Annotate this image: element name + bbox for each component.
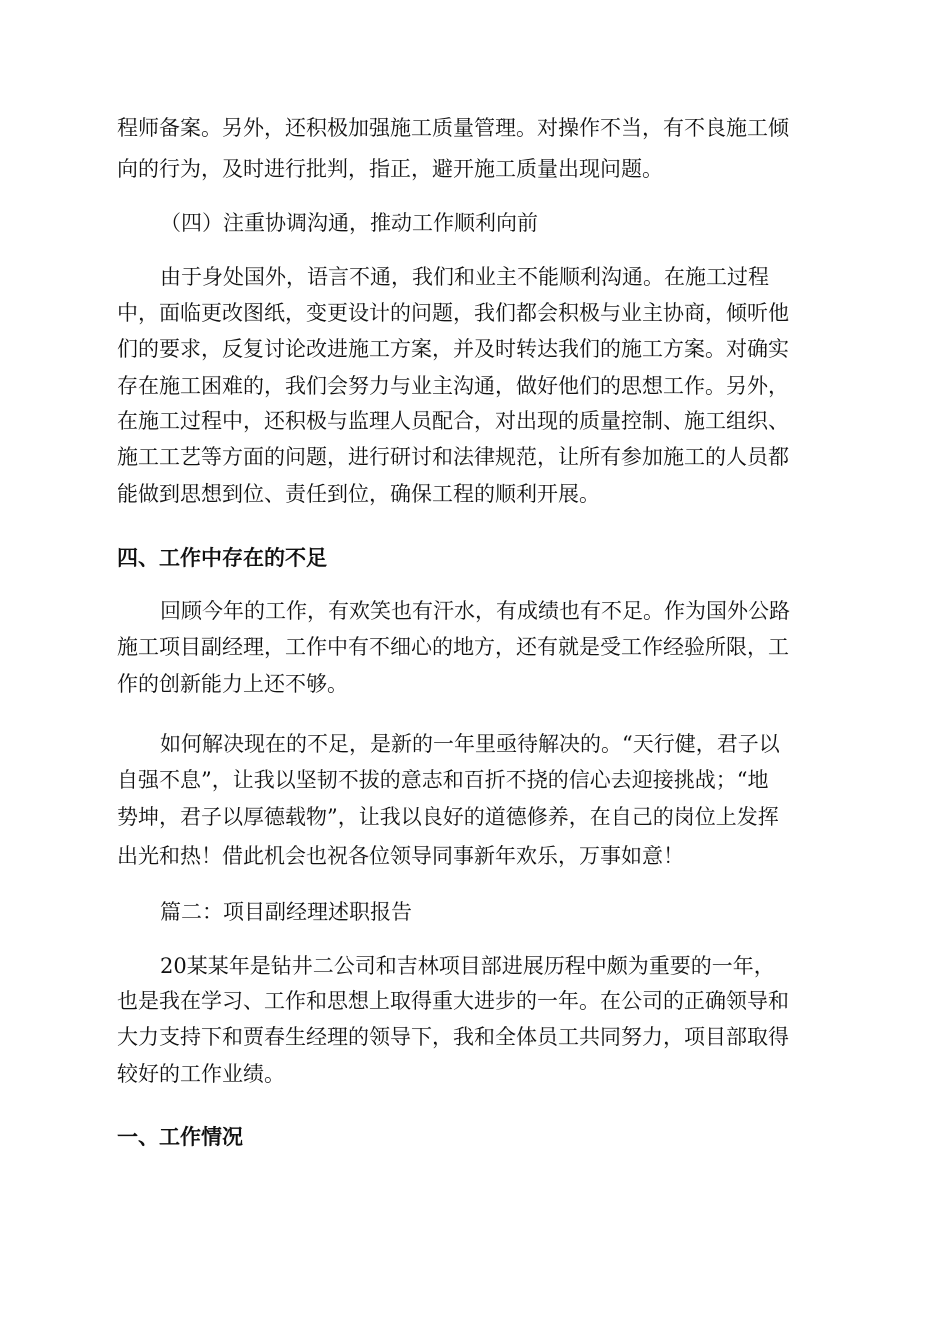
paragraph-line: 自强不息”，让我以坚韧不拔的意志和百折不挠的信心去迎接挑战；“地 (117, 768, 769, 792)
section-heading: 一、工作情况 (117, 1125, 243, 1149)
paragraph-line: 20某某年是钻井二公司和吉林项目部进展历程中颇为重要的一年， (160, 954, 775, 978)
subheading: （四）注重协调沟通，推动工作顺利向前 (160, 211, 538, 235)
paragraph-line: 存在施工困难的，我们会努力与业主沟通，做好他们的思想工作。另外， (117, 374, 789, 398)
paragraph-line: 势坤，君子以厚德载物”，让我以良好的道德修养，在自己的岗位上发挥 (117, 805, 779, 829)
paragraph-line: 也是我在学习、工作和思想上取得重大进步的一年。在公司的正确领导和 (117, 989, 789, 1013)
paragraph-line: 回顾今年的工作，有欢笑也有汗水，有成绩也有不足。作为国外公路 (160, 599, 790, 623)
paragraph-line: 程师备案。另外，还积极加强施工质量管理。对操作不当，有不良施工倾 (117, 116, 789, 140)
paragraph-line: 由于身处国外，语言不通，我们和业主不能顺利沟通。在施工过程 (160, 265, 769, 289)
paragraph-line: 如何解决现在的不足，是新的一年里亟待解决的。“天行健，君子以 (160, 732, 780, 756)
paragraph-line: 施工项目副经理，工作中有不细心的地方，还有就是受工作经验所限，工 (117, 635, 789, 659)
paragraph-line: 们的要求，反复讨论改进施工方案，并及时转达我们的施工方案。对确实 (117, 337, 789, 361)
paragraph-line: 较好的工作业绩。 (117, 1062, 285, 1086)
paragraph-line: 作的创新能力上还不够。 (117, 672, 348, 696)
paragraph-line: 向的行为，及时进行批判，指正，避开施工质量出现问题。 (117, 157, 663, 181)
subheading: 篇二：项目副经理述职报告 (160, 900, 412, 924)
paragraph-line: 中，面临更改图纸，变更设计的问题，我们都会积极与业主协商，倾听他 (117, 301, 789, 325)
paragraph-line: 出光和热！借此机会也祝各位领导同事新年欢乐，万事如意！ (117, 844, 684, 868)
paragraph-line: 在施工过程中，还积极与监理人员配合，对出现的质量控制、施工组织、 (117, 409, 789, 433)
section-heading: 四、工作中存在的不足 (117, 546, 327, 570)
paragraph-line: 大力支持下和贾春生经理的领导下，我和全体员工共同努力，项目部取得 (117, 1025, 789, 1049)
paragraph-line: 施工工艺等方面的问题，进行研讨和法律规范，让所有参加施工的人员都 (117, 445, 789, 469)
paragraph-line: 能做到思想到位、责任到位，确保工程的顺利开展。 (117, 482, 600, 506)
